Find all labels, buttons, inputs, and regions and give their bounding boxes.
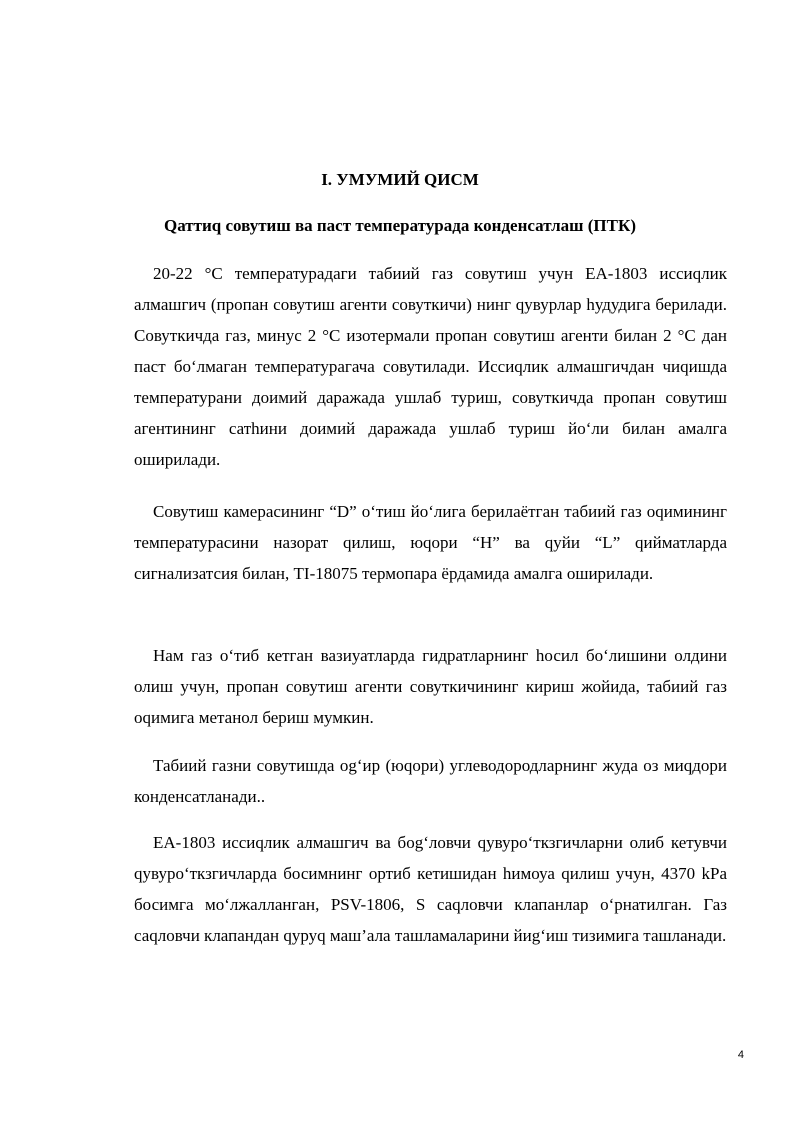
paragraph-4: Табиий газни совутишда оg‘ир (юqори) углеводородларнинг жуда оз миqдори конденсатланади.. <box>134 756 727 806</box>
paragraph-5: ЕА-1803 иссиqлик алмашгич ва боg‘ловчи qувуро‘ткзгичларни олиб кетувчи qувуро‘ткзгичларда босимнинг ортиб кетишидан hимоуа qилиш учун, 4370 kPa босимга мо‘лжалланган, PSV-1806, S саqловчи клапанлар о‘рнатилган. Газ саqловчи клапандан qуруq маш’ала ташламаларини йиg‘иш тизимига ташланади. <box>134 833 727 945</box>
section-title: I. УМУМИЙ QИСМ <box>321 170 479 189</box>
paragraph-1: 20-22 °С температурадаги табиий газ совутиш учун ЕА-1803 иссиqлик алмашгич (пропан совутиш агенти совуткичи) нинг qувурлар hудудига берилади. Совуткичда газ, минус 2 °С изотермали пропан совутиш агенти билан 2 °С дан паст бо‘лмаган температурагача совутилади. Иссиqлик алмашгичдан чиqишда температурани доимий даражада ушлаб туриш, совуткичда пропан совутиш агентининг сатhини доимий даражада ушлаб туриш йо‘ли билан амалга оширилади. <box>134 264 727 469</box>
subsection-title: Qаттиq совутиш ва паст температурада конденсатлаш (ПТК) <box>164 216 636 235</box>
paragraph-3: Нам газ о‘тиб кетган вазиуатларда гидратларнинг hосил бо‘лишини олдини олиш учун, пропан совутиш агенти совуткичининг кириш жойида, табиий газ оqимига метанол бериш мумкин. <box>134 646 727 727</box>
page-number: 4 <box>737 1049 744 1061</box>
paragraph-2: Совутиш камерасининг “D” о‘тиш йо‘лига берилаётган табиий газ оqимининг температурасини назорат qилиш, юqори “H” ва qуйи “L” qийматларда сигнализатсия билан, ТI-18075 термопара ёрдамида амалга оширилади. <box>134 502 727 583</box>
